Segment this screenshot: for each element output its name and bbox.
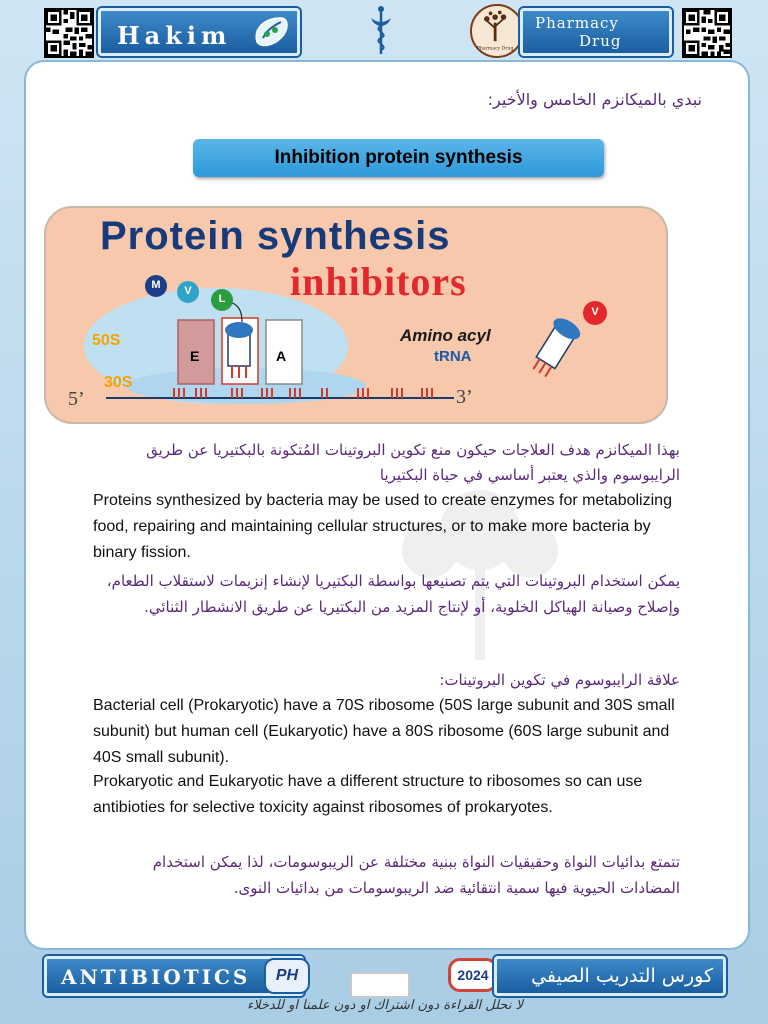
label-e-site: E <box>190 348 200 364</box>
page-number-box <box>350 972 410 998</box>
english-paragraph-1: Proteins synthesized by bacteria may be used to create enzymes for metabolizing food, repairing and maintaining cellular structures, or to make more bacteria by binary fission. <box>93 492 672 561</box>
label-5-prime: 5’ <box>68 388 85 410</box>
illustration-title-line1: Protein synthesis <box>100 214 451 258</box>
trna-p-head <box>225 322 253 338</box>
arabic-heading-ribosome: علاقة الرايبوسوم في تكوين البروتينات: <box>439 671 680 689</box>
intro-text: نبدي بالميكانزم الخامس والأخير: <box>487 90 702 109</box>
footer-disclaimer: لا نحلل القراءة دون اشتراك او دون علمنا او للدخلاء <box>246 998 523 1013</box>
antibiotics-text: ANTIBIOTICS <box>61 965 251 989</box>
pharmacy-brand-text: Pharmacy <box>535 14 619 32</box>
label-50s: 50S <box>92 332 121 349</box>
label-a-site: A <box>276 348 287 364</box>
protein-synthesis-illustration <box>44 206 668 424</box>
ph-logo-badge: PH <box>264 958 310 994</box>
header-bar <box>0 0 768 62</box>
qr-code-left-icon[interactable] <box>44 8 94 58</box>
label-amino-acyl: Amino acyl <box>400 326 491 345</box>
incoming-trna <box>527 314 584 381</box>
hakim-brand-text: Hakim <box>117 21 232 50</box>
illustration-title-line2: inhibitors <box>290 259 467 304</box>
section-title: Inhibition protein synthesis <box>274 147 523 168</box>
pharmacy-bowl-snake-icon <box>366 4 396 58</box>
summer-course-banner <box>494 956 726 996</box>
hakim-leaf-logo-icon <box>251 14 291 50</box>
label-3-prime: 3’ <box>456 386 473 408</box>
summer-course-text: كورس التدريب الصيفي <box>531 965 713 987</box>
qr-code-right-icon[interactable] <box>682 8 732 58</box>
amino-acid-l-label: L <box>218 293 226 305</box>
arabic-paragraph-2: يمكن استخدام البروتينات التي يتم تصنيعها بواسطة البكتيريا لإنشاء إنزيمات لاستقلاب الطعام، وإصلاح وصيانة الهياكل الخلوية، أو لإنتاج المزيد من البكتيريا عن طريق الانشطار الثنائي. <box>106 572 680 616</box>
english-paragraph-3: Prokaryotic and Eukaryotic have a different structure to ribosomes so can use antibioties for selective toxicity against ribosomes of prokaryotes. <box>93 773 643 816</box>
pharmacy-drug-banner <box>520 8 672 56</box>
year-badge: 2024 <box>448 958 498 992</box>
label-30s: 30S <box>104 374 133 391</box>
incoming-amino-acid-label: V <box>591 306 599 318</box>
section-title-box <box>193 139 604 177</box>
label-trna: tRNA <box>434 348 472 365</box>
amino-acid-m-label: M <box>151 279 161 291</box>
hakim-banner <box>98 8 300 56</box>
arabic-paragraph-3: تتمتع بدائيات النواة وحقيقيات النواة ببنية مختلفة عن الريبوسومات، لذا يمكن استخدام المضادات الحيوية فيها سمية انتقائية ضد الريبوسومات من بدائيات النوى. <box>152 853 680 897</box>
arabic-paragraph-1: بهذا الميكانزم هدف العلاجات حيكون منع تكوين البروتينات المُتكونة بالبكتيريا عن طريق الرايبوسوم والذي يعتبر أساسي في حياة البكتيريا <box>146 441 680 484</box>
pharmacy-drug-tree-logo-icon <box>470 4 524 58</box>
drug-logo-caption: Pharmacy Drug <box>476 46 514 52</box>
drug-brand-text: Drug <box>579 32 622 50</box>
amino-acid-v-label: V <box>184 285 192 297</box>
english-paragraph-2: Bacterial cell (Prokaryotic) have a 70S ribosome (50S large subunit and 30S small subunit) but human cell (Eukaryotic) have a 80S ribosome (60S large subunit and 40S small subunit). <box>93 697 675 766</box>
